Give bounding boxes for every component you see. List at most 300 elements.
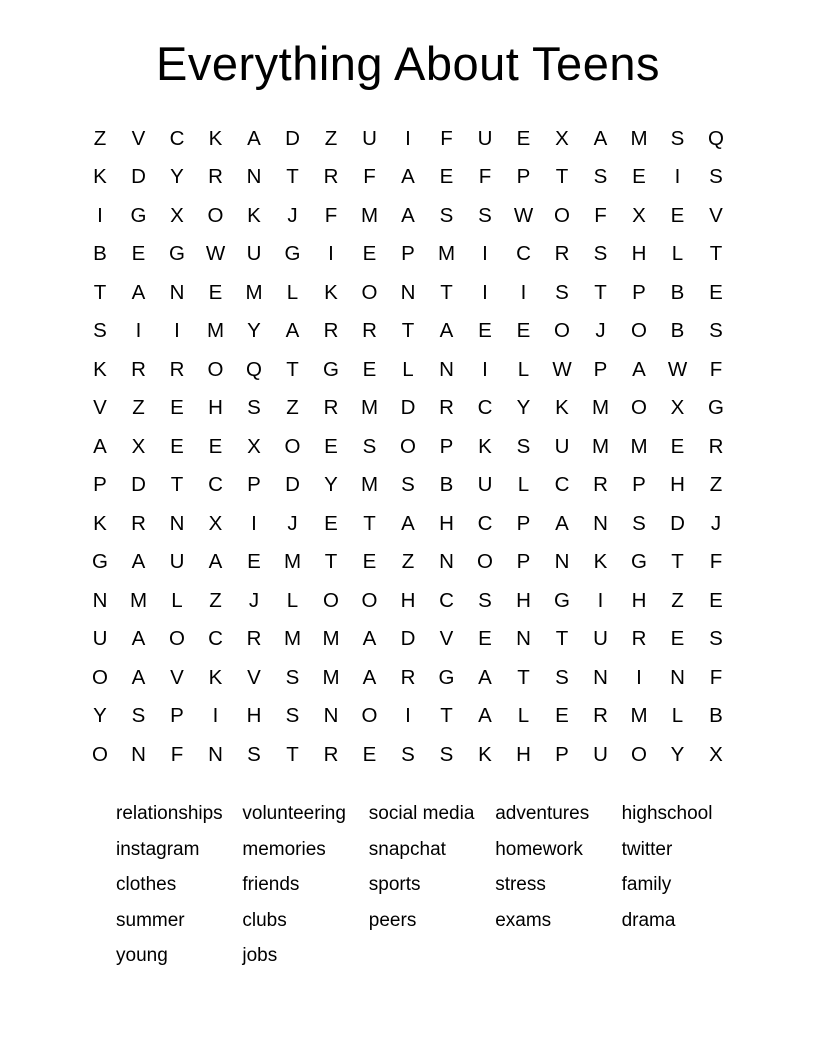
grid-letter[interactable]: O (361, 588, 378, 612)
word-list-item[interactable]: highschool (621, 803, 713, 825)
grid-letter[interactable]: P (516, 165, 531, 189)
grid-letter[interactable]: E (516, 126, 531, 150)
grid-letter[interactable]: T (363, 511, 376, 535)
grid-letter[interactable]: T (170, 473, 184, 497)
grid-letter[interactable]: X (555, 126, 569, 150)
grid-letter[interactable]: D (131, 165, 146, 189)
grid-letter[interactable]: H (670, 473, 685, 497)
grid-letter[interactable]: C (554, 473, 570, 497)
grid-letter[interactable]: K (478, 742, 492, 766)
word-list-item[interactable]: social media (368, 803, 475, 825)
grid-letter[interactable]: L (171, 588, 183, 612)
grid-letter[interactable]: H (439, 511, 454, 535)
grid-letter[interactable]: P (516, 550, 531, 574)
grid-letter[interactable]: E (362, 242, 377, 266)
word-list-item[interactable]: jobs (242, 945, 278, 967)
grid-letter[interactable]: E (709, 280, 723, 304)
grid-letter[interactable]: B (93, 242, 107, 266)
grid-letter[interactable]: M (591, 434, 610, 458)
grid-letter[interactable]: K (93, 511, 107, 535)
grid-letter[interactable]: O (361, 280, 378, 304)
grid-letter[interactable]: A (131, 280, 146, 304)
grid-letter[interactable]: C (439, 588, 454, 612)
grid-letter[interactable]: A (439, 319, 454, 343)
grid-letter[interactable]: P (516, 511, 531, 535)
grid-letter[interactable]: T (286, 165, 299, 189)
grid-letter[interactable]: C (208, 473, 223, 497)
grid-letter[interactable]: R (246, 627, 262, 651)
word-list-item[interactable]: exams (495, 909, 552, 931)
grid-letter[interactable]: A (285, 319, 300, 343)
grid-letter[interactable]: S (593, 165, 608, 189)
grid-letter[interactable]: N (169, 280, 185, 304)
grid-letter[interactable]: R (593, 704, 608, 728)
grid-letter[interactable]: E (247, 550, 261, 574)
word-list-item[interactable]: volunteering (242, 803, 346, 825)
grid-letter[interactable]: E (324, 434, 338, 458)
grid-letter[interactable]: M (630, 704, 648, 728)
grid-letter[interactable]: W (552, 357, 572, 381)
grid-letter[interactable]: M (591, 396, 610, 420)
grid-letter[interactable]: A (632, 357, 646, 381)
grid-letter[interactable]: M (206, 319, 225, 343)
grid-letter[interactable]: D (285, 473, 300, 497)
grid-letter[interactable]: L (517, 704, 530, 728)
grid-letter[interactable]: N (554, 550, 570, 574)
grid-letter[interactable]: O (631, 742, 647, 766)
grid-letter[interactable]: U (246, 242, 262, 266)
grid-letter[interactable]: Y (93, 704, 107, 728)
grid-letter[interactable]: F (440, 126, 453, 150)
grid-letter[interactable]: X (709, 742, 723, 766)
grid-letter[interactable]: Y (670, 742, 685, 766)
grid-letter[interactable]: P (439, 434, 454, 458)
grid-letter[interactable]: S (362, 434, 377, 458)
grid-letter[interactable]: W (667, 357, 688, 381)
grid-letter[interactable]: Z (401, 550, 415, 574)
grid-letter[interactable]: B (439, 473, 454, 497)
grid-letter[interactable]: A (208, 550, 223, 574)
grid-letter[interactable]: H (246, 704, 262, 728)
grid-letter[interactable]: A (93, 434, 107, 458)
grid-letter[interactable]: A (555, 511, 569, 535)
word-list-item[interactable]: memories (242, 838, 326, 860)
grid-letter[interactable]: I (597, 588, 604, 612)
grid-letter[interactable]: A (247, 126, 261, 150)
grid-letter[interactable]: Y (324, 473, 338, 497)
grid-letter[interactable]: V (439, 627, 454, 651)
grid-letter[interactable]: M (360, 396, 379, 420)
grid-letter[interactable]: T (401, 319, 415, 343)
grid-letter[interactable]: O (207, 203, 224, 227)
grid-letter[interactable]: L (402, 357, 414, 381)
grid-letter[interactable]: R (631, 627, 647, 651)
grid-letter[interactable]: O (207, 357, 224, 381)
grid-letter[interactable]: I (251, 511, 257, 535)
grid-letter[interactable]: P (170, 704, 184, 728)
grid-letter[interactable]: E (362, 742, 377, 766)
word-list-item[interactable]: sports (368, 874, 421, 896)
grid-letter[interactable]: G (708, 396, 724, 420)
grid-letter[interactable]: A (478, 665, 492, 689)
grid-letter[interactable]: E (670, 203, 685, 227)
grid-letter[interactable]: O (284, 434, 301, 458)
grid-letter[interactable]: L (671, 704, 684, 728)
grid-letter[interactable]: M (129, 588, 148, 612)
grid-letter[interactable]: M (360, 473, 379, 497)
grid-letter[interactable]: X (632, 203, 646, 227)
grid-letter[interactable]: B (670, 280, 685, 304)
grid-letter[interactable]: T (93, 280, 107, 304)
grid-letter[interactable]: X (247, 434, 261, 458)
grid-letter[interactable]: T (324, 550, 338, 574)
grid-letter[interactable]: R (439, 396, 454, 420)
grid-letter[interactable]: T (709, 242, 723, 266)
grid-letter[interactable]: M (437, 242, 456, 266)
grid-letter[interactable]: J (710, 511, 722, 535)
grid-letter[interactable]: N (323, 704, 339, 728)
word-list-item[interactable]: stress (495, 874, 546, 896)
grid-letter[interactable]: S (709, 319, 723, 343)
grid-letter[interactable]: V (247, 665, 261, 689)
grid-letter[interactable]: M (322, 665, 340, 689)
grid-letter[interactable]: P (93, 473, 107, 497)
grid-letter[interactable]: C (169, 126, 185, 150)
grid-letter[interactable]: S (247, 742, 261, 766)
grid-letter[interactable]: U (593, 742, 608, 766)
grid-letter[interactable]: U (362, 126, 377, 150)
grid-letter[interactable]: R (708, 434, 724, 458)
word-list-item[interactable]: family (621, 874, 672, 896)
grid-letter[interactable]: N (593, 511, 608, 535)
grid-letter[interactable]: O (631, 319, 647, 343)
grid-letter[interactable]: E (170, 434, 184, 458)
grid-letter[interactable]: G (631, 550, 647, 574)
grid-letter[interactable]: B (670, 319, 685, 343)
grid-letter[interactable]: I (636, 665, 642, 689)
grid-letter[interactable]: R (131, 511, 146, 535)
grid-letter[interactable]: H (516, 742, 531, 766)
grid-letter[interactable]: P (555, 742, 569, 766)
grid-letter[interactable]: R (131, 357, 146, 381)
grid-letter[interactable]: O (554, 319, 570, 343)
grid-letter[interactable]: U (554, 434, 570, 458)
grid-letter[interactable]: P (593, 357, 608, 381)
grid-letter[interactable]: I (405, 126, 411, 150)
grid-letter[interactable]: N (208, 742, 223, 766)
grid-letter[interactable]: H (516, 588, 531, 612)
grid-letter[interactable]: M (630, 126, 648, 150)
grid-letter[interactable]: E (670, 627, 685, 651)
grid-letter[interactable]: V (131, 126, 146, 150)
grid-letter[interactable]: S (516, 434, 531, 458)
grid-letter[interactable]: I (674, 165, 681, 189)
grid-letter[interactable]: A (401, 203, 415, 227)
grid-letter[interactable]: S (478, 588, 492, 612)
grid-letter[interactable]: V (709, 203, 723, 227)
word-list-item[interactable]: friends (242, 874, 300, 896)
grid-letter[interactable]: T (555, 165, 569, 189)
grid-letter[interactable]: Z (709, 473, 723, 497)
grid-letter[interactable]: K (478, 434, 492, 458)
grid-letter[interactable]: S (93, 319, 107, 343)
grid-letter[interactable]: O (554, 203, 570, 227)
grid-letter[interactable]: Q (708, 126, 724, 150)
grid-letter[interactable]: R (400, 665, 416, 689)
grid-letter[interactable]: G (554, 588, 570, 612)
grid-letter[interactable]: G (284, 242, 301, 266)
grid-letter[interactable]: E (208, 280, 223, 304)
grid-letter[interactable]: T (594, 280, 607, 304)
grid-letter[interactable]: R (554, 242, 570, 266)
grid-letter[interactable]: S (285, 704, 300, 728)
grid-letter[interactable]: A (131, 550, 146, 574)
grid-letter[interactable]: O (92, 742, 108, 766)
grid-letter[interactable]: F (363, 165, 376, 189)
grid-letter[interactable]: S (709, 627, 723, 651)
grid-letter[interactable]: N (400, 280, 416, 304)
grid-letter[interactable]: R (323, 396, 339, 420)
grid-letter[interactable]: U (169, 550, 185, 574)
grid-letter[interactable]: D (670, 511, 685, 535)
grid-letter[interactable]: S (555, 665, 569, 689)
grid-letter[interactable]: N (439, 550, 454, 574)
grid-letter[interactable]: G (130, 203, 147, 227)
grid-letter[interactable]: M (283, 550, 302, 574)
word-list-item[interactable]: drama (621, 909, 676, 931)
grid-letter[interactable]: A (401, 165, 415, 189)
grid-letter[interactable]: S (131, 704, 146, 728)
grid-letter[interactable]: A (131, 627, 146, 651)
grid-letter[interactable]: I (97, 203, 103, 227)
grid-letter[interactable]: I (482, 280, 488, 304)
grid-letter[interactable]: E (555, 704, 569, 728)
grid-letter[interactable]: A (131, 665, 146, 689)
grid-letter[interactable]: O (400, 434, 416, 458)
grid-letter[interactable]: T (555, 627, 569, 651)
word-list-item[interactable]: peers (368, 909, 417, 931)
grid-letter[interactable]: D (131, 473, 146, 497)
grid-letter[interactable]: D (400, 627, 416, 651)
grid-letter[interactable]: N (593, 665, 608, 689)
grid-letter[interactable]: H (631, 588, 647, 612)
grid-letter[interactable]: F (324, 203, 338, 227)
grid-letter[interactable]: E (670, 434, 685, 458)
grid-letter[interactable]: S (285, 665, 300, 689)
grid-letter[interactable]: R (593, 473, 608, 497)
grid-letter[interactable]: Z (209, 588, 222, 612)
grid-letter[interactable]: J (287, 511, 298, 535)
grid-letter[interactable]: V (93, 396, 107, 420)
word-list-item[interactable]: twitter (621, 838, 673, 860)
grid-letter[interactable]: M (360, 203, 379, 227)
grid-letter[interactable]: P (401, 242, 415, 266)
grid-letter[interactable]: Z (132, 396, 145, 420)
grid-letter[interactable]: J (248, 588, 260, 612)
grid-letter[interactable]: L (286, 588, 299, 612)
grid-letter[interactable]: A (478, 704, 492, 728)
grid-letter[interactable]: N (169, 511, 185, 535)
grid-letter[interactable]: I (328, 242, 334, 266)
grid-letter[interactable]: T (286, 742, 299, 766)
grid-letter[interactable]: P (247, 473, 261, 497)
grid-letter[interactable]: G (169, 242, 185, 266)
grid-letter[interactable]: D (400, 396, 416, 420)
grid-letter[interactable]: E (439, 165, 454, 189)
grid-letter[interactable]: C (477, 511, 493, 535)
grid-letter[interactable]: H (631, 242, 647, 266)
grid-letter[interactable]: C (477, 396, 493, 420)
grid-letter[interactable]: Z (671, 588, 684, 612)
grid-letter[interactable]: V (170, 665, 184, 689)
grid-letter[interactable]: T (440, 280, 453, 304)
grid-letter[interactable]: M (283, 627, 302, 651)
grid-letter[interactable]: I (212, 704, 219, 728)
grid-letter[interactable]: R (323, 742, 339, 766)
grid-letter[interactable]: A (593, 126, 608, 150)
grid-letter[interactable]: E (131, 242, 146, 266)
grid-letter[interactable]: T (671, 550, 684, 574)
grid-letter[interactable]: F (709, 665, 723, 689)
grid-letter[interactable]: F (594, 203, 607, 227)
grid-letter[interactable]: S (247, 396, 261, 420)
grid-letter[interactable]: S (439, 203, 454, 227)
grid-letter[interactable]: H (400, 588, 416, 612)
grid-letter[interactable]: K (93, 165, 107, 189)
grid-letter[interactable]: N (670, 665, 685, 689)
grid-letter[interactable]: E (170, 396, 184, 420)
word-list-item[interactable]: relationships (116, 803, 223, 825)
grid-letter[interactable]: J (287, 203, 298, 227)
grid-letter[interactable]: R (323, 319, 339, 343)
word-list-item[interactable]: instagram (116, 838, 200, 860)
grid-letter[interactable]: O (323, 588, 339, 612)
grid-letter[interactable]: H (208, 396, 223, 420)
grid-letter[interactable]: A (401, 511, 415, 535)
grid-letter[interactable]: E (362, 357, 377, 381)
grid-letter[interactable]: O (169, 627, 185, 651)
grid-letter[interactable]: K (324, 280, 338, 304)
grid-letter[interactable]: L (671, 242, 684, 266)
grid-letter[interactable]: N (516, 627, 531, 651)
grid-letter[interactable]: P (632, 280, 646, 304)
grid-letter[interactable]: O (477, 550, 493, 574)
grid-letter[interactable]: I (405, 704, 411, 728)
grid-letter[interactable]: L (286, 280, 299, 304)
grid-letter[interactable]: X (208, 511, 223, 535)
grid-letter[interactable]: I (520, 280, 527, 304)
grid-letter[interactable]: Y (170, 165, 184, 189)
grid-letter[interactable]: E (478, 319, 492, 343)
grid-letter[interactable]: Y (516, 396, 531, 420)
grid-letter[interactable]: K (93, 357, 107, 381)
grid-letter[interactable]: S (555, 280, 569, 304)
grid-letter[interactable]: U (477, 126, 493, 150)
grid-letter[interactable]: C (208, 627, 223, 651)
grid-letter[interactable]: N (246, 165, 262, 189)
grid-letter[interactable]: E (516, 319, 531, 343)
grid-letter[interactable]: Z (286, 396, 299, 420)
grid-letter[interactable]: N (131, 742, 146, 766)
grid-letter[interactable]: S (401, 473, 415, 497)
grid-letter[interactable]: C (516, 242, 531, 266)
grid-letter[interactable]: S (632, 511, 646, 535)
word-list-item[interactable]: adventures (495, 803, 590, 825)
grid-letter[interactable]: U (477, 473, 493, 497)
grid-letter[interactable]: S (709, 165, 723, 189)
grid-letter[interactable]: G (92, 550, 108, 574)
grid-letter[interactable]: N (92, 588, 108, 612)
grid-letter[interactable]: L (517, 473, 530, 497)
grid-letter[interactable]: J (595, 319, 606, 343)
grid-letter[interactable]: B (709, 704, 723, 728)
grid-letter[interactable]: S (478, 203, 492, 227)
grid-letter[interactable]: L (517, 357, 530, 381)
grid-letter[interactable]: X (131, 434, 146, 458)
grid-letter[interactable]: R (208, 165, 223, 189)
grid-letter[interactable]: U (593, 627, 608, 651)
grid-letter[interactable]: Y (247, 319, 261, 343)
grid-letter[interactable]: E (362, 550, 377, 574)
grid-letter[interactable]: S (593, 242, 608, 266)
grid-letter[interactable]: X (170, 203, 184, 227)
word-list-item[interactable]: clubs (242, 909, 287, 931)
grid-letter[interactable]: F (478, 165, 492, 189)
grid-letter[interactable]: K (593, 550, 608, 574)
grid-letter[interactable]: M (245, 280, 263, 304)
word-list-item[interactable]: young (116, 945, 168, 967)
grid-letter[interactable]: A (362, 665, 377, 689)
grid-letter[interactable]: I (482, 357, 488, 381)
grid-letter[interactable]: S (670, 126, 685, 150)
grid-letter[interactable]: N (439, 357, 454, 381)
grid-letter[interactable]: T (440, 704, 453, 728)
word-list-item[interactable]: homework (495, 838, 583, 860)
grid-letter[interactable]: P (632, 473, 646, 497)
grid-letter[interactable]: E (324, 511, 338, 535)
word-list-item[interactable]: summer (116, 909, 185, 931)
grid-letter[interactable]: G (438, 665, 455, 689)
grid-letter[interactable]: A (362, 627, 377, 651)
grid-letter[interactable]: R (362, 319, 377, 343)
word-list-item[interactable]: snapchat (368, 838, 446, 860)
grid-letter[interactable]: F (709, 550, 723, 574)
grid-letter[interactable]: Z (324, 126, 338, 150)
grid-letter[interactable]: K (555, 396, 569, 420)
grid-letter[interactable]: I (135, 319, 142, 343)
grid-letter[interactable]: E (709, 588, 723, 612)
grid-letter[interactable]: O (92, 665, 108, 689)
grid-letter[interactable]: E (632, 165, 646, 189)
grid-letter[interactable]: K (208, 126, 223, 150)
grid-letter[interactable]: T (517, 665, 530, 689)
grid-letter[interactable]: K (247, 203, 261, 227)
grid-letter[interactable]: K (208, 665, 223, 689)
grid-letter[interactable]: Q (246, 357, 262, 381)
grid-letter[interactable]: S (401, 742, 415, 766)
grid-letter[interactable]: T (286, 357, 299, 381)
grid-letter[interactable]: R (169, 357, 185, 381)
grid-letter[interactable]: Z (93, 126, 107, 150)
grid-letter[interactable]: D (285, 126, 300, 150)
grid-letter[interactable]: F (170, 742, 184, 766)
grid-letter[interactable]: F (709, 357, 723, 381)
grid-letter[interactable]: E (478, 627, 492, 651)
grid-letter[interactable]: G (323, 357, 339, 381)
grid-letter[interactable]: W (205, 242, 226, 266)
grid-letter[interactable]: W (513, 203, 534, 227)
grid-letter[interactable]: O (631, 396, 647, 420)
